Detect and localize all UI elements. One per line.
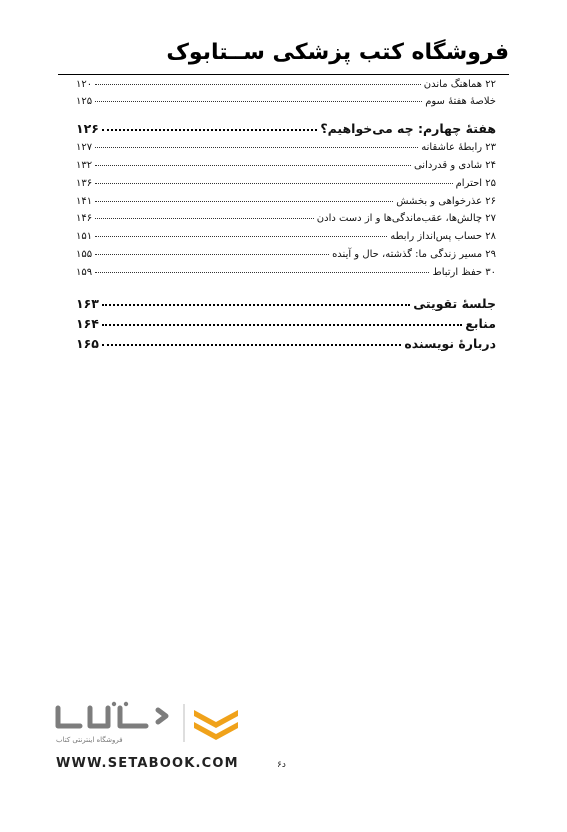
website-url: WWW.SETABOOK.COM xyxy=(56,756,239,771)
toc-section-entry xyxy=(76,121,496,137)
toc-entry-title: ۳۰ حفظ ارتباط xyxy=(432,267,496,278)
toc-entry-page: ۱۶۵ xyxy=(76,336,99,351)
logo-subtitle: فروشگاه اینترنتی کتاب xyxy=(56,736,123,744)
toc-leader-dots xyxy=(95,201,393,202)
toc-entry-page: ۱۵۹ xyxy=(76,267,93,278)
toc-entry-page: ۱۳۲ xyxy=(76,160,93,171)
toc-section-entry xyxy=(76,336,496,352)
toc-entry xyxy=(76,178,496,194)
toc-leader-dots xyxy=(95,254,329,255)
toc-entry-title: ۲۴ شادی و قدردانی xyxy=(413,160,496,171)
toc-entry xyxy=(76,142,496,158)
toc-entry-page: ۱۶۴ xyxy=(76,316,99,331)
toc-entry-page: ۱۳۶ xyxy=(76,178,93,189)
toc-entry-title: ۲۲ هماهنگ ماندن xyxy=(423,79,496,90)
toc-entry-title: جلسهٔ تقویتی xyxy=(413,296,496,311)
toc-entry-title: ۲۷ چالش‌ها، عقب‌ماندگی‌ها و از دست دادن xyxy=(316,213,496,224)
toc-leader-dots xyxy=(95,183,452,184)
toc-leader-dots xyxy=(102,324,462,326)
toc-leader-dots xyxy=(95,101,422,102)
toc-entry-title: ۲۶ عذرخواهی و بخشش xyxy=(396,196,496,207)
toc-entry-page: ۱۲۰ xyxy=(76,79,93,90)
toc-entry-title: دربارهٔ نویسنده xyxy=(404,336,496,351)
toc-leader-dots xyxy=(102,129,317,131)
toc-entry-title: ۲۵ احترام xyxy=(455,178,496,189)
toc-section-entry xyxy=(76,296,496,312)
toc-leader-dots xyxy=(95,147,418,148)
toc-entry-page: ۱۵۱ xyxy=(76,231,93,242)
toc-leader-dots xyxy=(95,236,387,237)
toc-leader-dots xyxy=(95,272,429,273)
page-number: ۶د xyxy=(277,760,286,770)
toc-entry-page: ۱۵۵ xyxy=(76,249,93,260)
toc-entry-page: ۱۲۵ xyxy=(76,96,93,107)
toc-entry-page: ۱۶۳ xyxy=(76,296,99,311)
toc-entry-page: ۱۲۶ xyxy=(76,121,99,136)
toc-leader-dots xyxy=(95,84,421,85)
toc-entry-title: ۲۸ حساب پس‌انداز رابطه xyxy=(390,231,496,242)
toc-entry xyxy=(76,249,496,265)
toc-entry-title: ۲۹ مسیر زندگی ما: گذشته، حال و آینده xyxy=(332,249,496,260)
toc-entry-page: ۱۴۶ xyxy=(76,213,93,224)
page-header-title: فروشگاه کتب پزشکی ســتابوک xyxy=(166,40,509,65)
toc-entry xyxy=(76,267,496,283)
toc-entry xyxy=(76,96,496,112)
toc-leader-dots xyxy=(95,218,314,219)
header-divider xyxy=(58,74,509,75)
toc-entry-title: ۲۳ رابطهٔ عاشقانه xyxy=(421,142,496,153)
toc-leader-dots xyxy=(102,304,410,306)
toc-entry xyxy=(76,79,496,95)
toc-section-entry xyxy=(76,316,496,332)
toc-leader-dots xyxy=(95,165,411,166)
toc-entry-title: خلاصهٔ هفتهٔ سوم xyxy=(425,96,496,107)
toc-entry xyxy=(76,213,496,229)
toc-entry-page: ۱۴۱ xyxy=(76,196,93,207)
toc-leader-dots xyxy=(102,344,402,346)
toc-entry xyxy=(76,196,496,212)
toc-entry xyxy=(76,231,496,247)
toc-entry-page: ۱۲۷ xyxy=(76,142,93,153)
toc-entry-title: هفتهٔ چهارم: چه می‌خواهیم؟ xyxy=(320,121,496,136)
toc-entry xyxy=(76,160,496,176)
toc-entry-title: منابع xyxy=(465,316,496,331)
